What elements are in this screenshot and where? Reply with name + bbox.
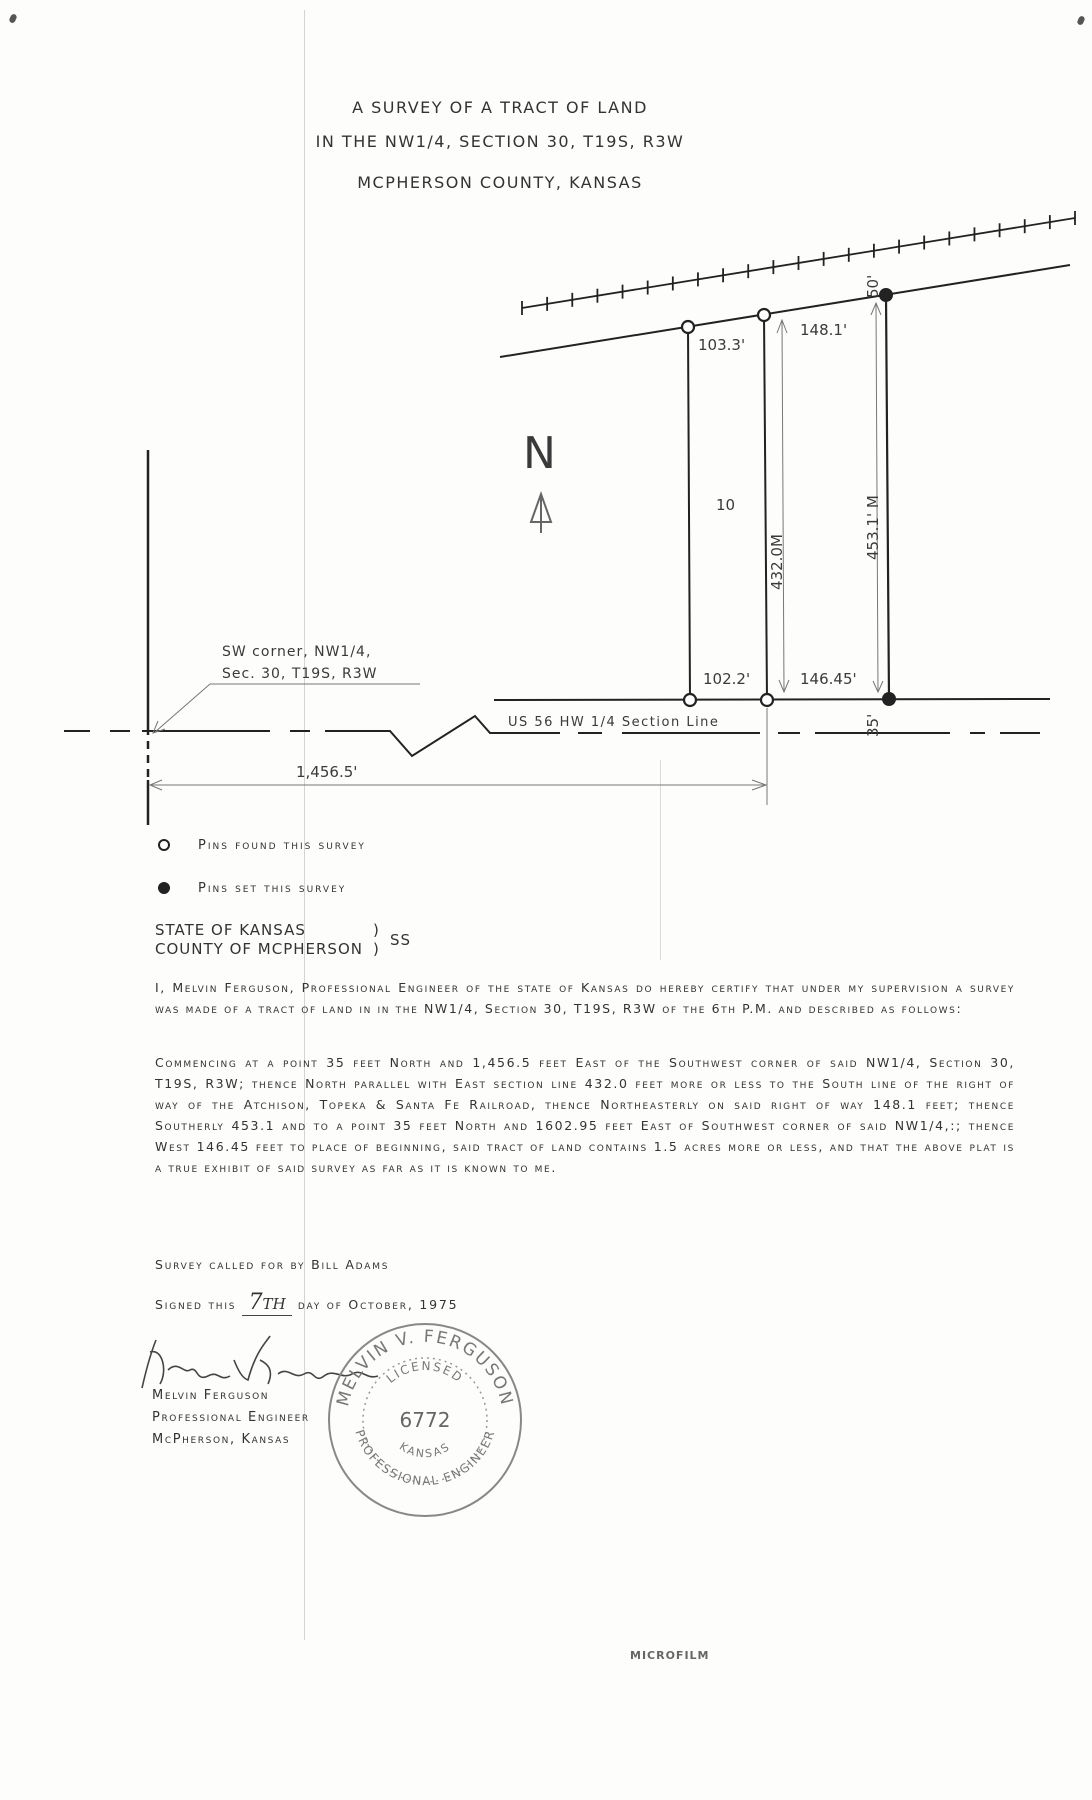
pin-found-icon (758, 309, 770, 321)
venue-brace: ) ) (373, 921, 380, 958)
north-arrow-icon (531, 494, 551, 533)
plat-drawing (0, 0, 1092, 840)
lot-line-10-west (688, 327, 690, 700)
pin-found-icon (761, 694, 773, 706)
dim-east-depth: 453.1' M (864, 495, 882, 560)
right-of-way-line (500, 265, 1070, 357)
pin-set-icon (882, 692, 896, 706)
tract-number: 10 (716, 496, 736, 514)
svg-text:KANSAS (397, 1440, 453, 1461)
venue-block (155, 921, 412, 959)
leader-line (155, 684, 210, 732)
dim-bottom-west: 102.2' (703, 670, 751, 688)
legal-description: Commencing at a point 35 feet North and 1,456.5 feet East of the Southwest corner of said NW1/4, Section 30, T19S, R3W; thence North parallel with East section line 432.0 feet more or less to the South line of the right of way of the Atchison, Topeka & Santa Fe Railroad, thence Northeasterly on said right of way 148.1 feet; thence Southerly 453.1 and to a point 35 feet North and 1602.95 feet East of Southwest corner of said NW1/4,:; thence West 146.45 feet to place of beginning, said tract of land contains 1.5 acres more or less, and that the above plat is a true exhibit of said survey as far as it is known to me. (155, 1055, 1015, 1175)
legend-found: Pins found this survey (160, 838, 366, 853)
dim-50: 50' (864, 274, 882, 298)
sw-corner-line-2: Sec. 30, T19S, R3W (222, 666, 378, 682)
venue-county: COUNTY OF MCPHERSON (155, 940, 363, 958)
survey-county: MCPHERSON COUNTY, KANSAS (357, 173, 643, 192)
dim-top-east: 148.1' (800, 321, 848, 339)
pin-set-icon (158, 882, 170, 894)
seal-state: KANSAS (397, 1439, 453, 1461)
signed-date: Signed this 7th day of October, 1975 (155, 1290, 459, 1315)
dim-east-distance: 1,456.5' (296, 763, 358, 781)
dim-bottom-east: 146.45' (800, 670, 857, 688)
microfilm-stamp: MICROFILM (630, 1649, 710, 1662)
signer-name: Melvin Ferguson (152, 1388, 270, 1403)
tract-west-line (764, 315, 767, 700)
called-for: Survey called for by Bill Adams (155, 1257, 390, 1272)
signer-location: McPherson, Kansas (152, 1432, 291, 1447)
pin-found-icon (682, 321, 694, 333)
signer-block (152, 1385, 310, 1451)
survey-location: IN THE NW1/4, SECTION 30, T19S, R3W (315, 132, 685, 151)
survey-title: A SURVEY OF A TRACT OF LAND (352, 98, 648, 117)
seal-name: MELVIN V. FERGUSON (333, 1326, 517, 1409)
dim-west-depth: 432.0M (768, 534, 786, 590)
road-label: US 56 HW 1/4 Section Line (508, 715, 720, 730)
legend-set: Pins set this survey (160, 881, 346, 896)
seal-number: 6772 (399, 1408, 451, 1432)
signer-title: Professional Engineer (152, 1410, 310, 1425)
pin-found-icon (684, 694, 696, 706)
railroad-ties (522, 211, 1075, 315)
seal-profession: PROFESSIONAL ENGINEER (352, 1427, 498, 1489)
engineer-seal (325, 1320, 525, 1520)
pin-found-icon (158, 839, 170, 851)
venue-state: STATE OF KANSAS (155, 921, 306, 939)
dim-line-432 (782, 320, 784, 692)
venue-ss: SS (390, 931, 412, 949)
dim-35: 35' (864, 713, 882, 737)
tract-east-line (886, 295, 889, 700)
sw-corner-line-1: SW corner, NW1/4, (222, 644, 372, 660)
signed-day: 7th (242, 1290, 292, 1316)
svg-text:LICENSED (384, 1359, 466, 1386)
seal-licensed: LICENSED (383, 1358, 467, 1386)
dim-top-west: 103.3' (698, 336, 746, 354)
north-letter: N (523, 428, 556, 479)
certification-text: I, Melvin Ferguson, Professional Engineer of the state of Kansas do hereby certify that under my supervision a survey was made of a tract of land in in the NW1/4, Section 30, T19S, R3W of the 6th P.M. and described as follows: (155, 980, 1015, 1016)
